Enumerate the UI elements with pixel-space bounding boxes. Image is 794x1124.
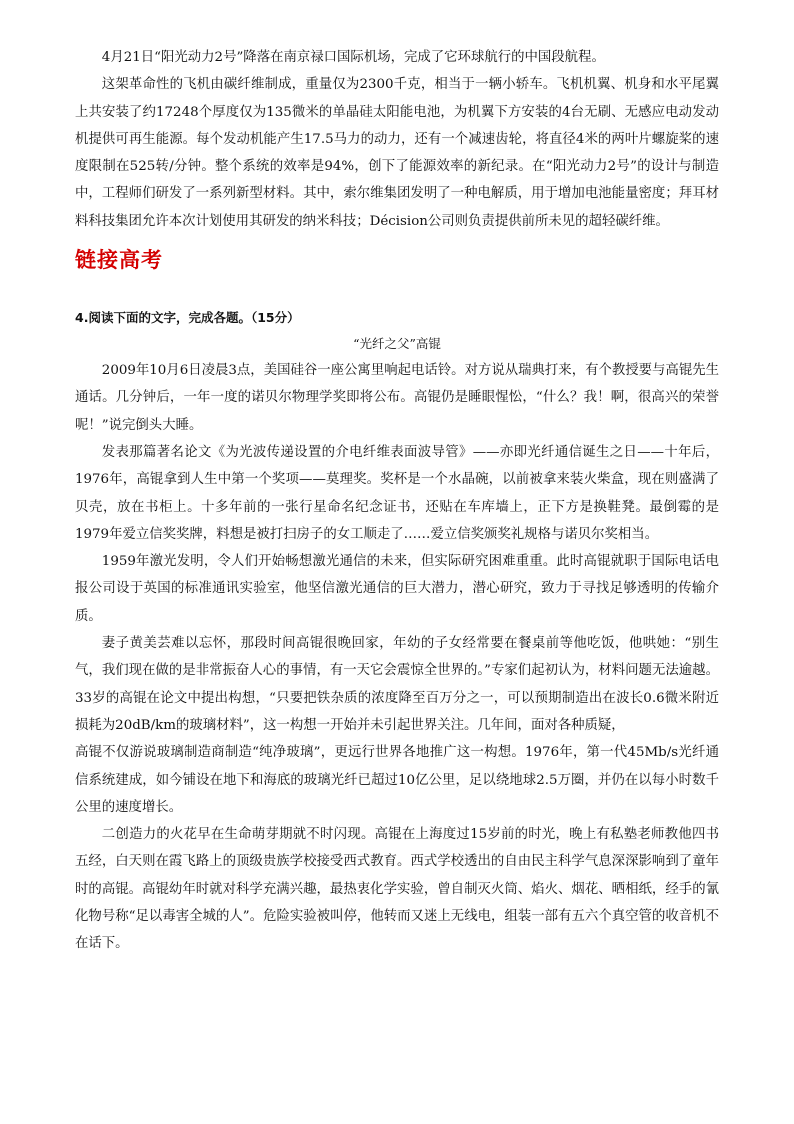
article-paragraph-2: 发表那篇著名论文《为光波传递设置的介电纤维表面波导管》——亦即光纤通信诞生之日——十年后，1976年，高锟拿到人生中第一个奖项——莫理奖。奖杯是一个水晶碗，以前被拿来装火柴盒，现在则盛满了贝壳，放在书柜上。十多年前的一张行星命名纪念证书，还贴在车库墙上，正下方是换鞋凳。最倒霉的是1979年爱立信奖奖牌，料想是被打扫房子的女工顺走了……爱立信奖颁奖礼规格与诺贝尔奖相当。 [75,444,719,542]
article-paragraph-3: 1959年激光发明，令人们开始畅想激光通信的未来，但实际研究困难重重。此时高锟就职于国际电话电报公司设于英国的标准通讯实验室，他坚信激光通信的巨大潜力，潜心研究，致力于寻找足够透明的传输介质。 [75,554,719,624]
intro-paragraph-1: 4月21日“阳光动力2号”降落在南京禄口国际机场，完成了它环球航行的中国段航程。 [101,50,605,65]
article-title: “光纤之父”高锟 [353,336,441,352]
article-paragraph-1: 2009年10月6日凌晨3点，美国硅谷一座公寓里响起电话铃。对方说从瑞典打来，有个教授要与高锟先生通话。几分钟后，一年一度的诺贝尔物理学奖即将公布。高锟仍是睡眼惺忪，“什么？我！啊，很高兴的荣誉呢！”说完倒头大睡。 [75,363,719,433]
question-label: 4.阅读下面的文字，完成各题。（15分） [75,310,300,326]
document-body [75,44,719,958]
article-paragraph-6: 二创造力的火花早在生命萌芽期就不时闪现。高锟在上海度过15岁前的时光，晚上有私塾老师教他四书五经，白天则在霞飞路上的顶级贵族学校接受西式教育。西式学校透出的自由民主科学气息深深影响到了童年时的高锟。高锟幼年时就对科学充满兴趣，最热衷化学实验，曾自制灭火筒、焰火、烟花、晒相纸，经手的氰化物号称“足以毒害全城的人”。危险实验被叫停，他转而又迷上无线电，组装一部有五六个真空管的收音机不在话下。 [75,827,719,952]
article-paragraph-5: 高锟不仅游说玻璃制造商制造“纯净玻璃”，更远行世界各地推广这一构想。1976年，第一代45Mb/s光纤通信系统建成，如今铺设在地下和海底的玻璃光纤已超过10亿公里，足以绕地球2.5万圈，并仍在以每小时数千公里的速度增长。 [75,745,719,815]
article-paragraph-4: 妻子黄美芸难以忘怀，那段时间高锟很晚回家，年幼的子女经常要在餐桌前等他吃饭，他哄她：“别生气，我们现在做的是非常振奋人心的事情，有一天它会震惊全世界的。”专家们起初认为，材料问题无法逾越。33岁的高锟在论文中提出构想，“只要把铁杂质的浓度降至百万分之一，可以预期制造出在波长0.6微米附近损耗为20dB/km的玻璃材料”，这一构想一开始并未引起世界关注。几年间，面对各种质疑， [75,636,719,733]
section-heading: 链接高考 [75,248,163,273]
intro-paragraph-2: 这架革命性的飞机由碳纤维制成，重量仅为2300千克，相当于一辆小轿车。飞机机翼、机身和水平尾翼上共安装了约17248个厚度仅为135微米的单晶硅太阳能电池，为机翼下方安装的4台无刷、无感应电动发动机提供可再生能源。每个发动机能产生17.5马力的动力，还有一个减速齿轮，将直径4米的两叶片螺旋桨的速度限制在525转/分钟。整个系统的效率是94%，创下了能源效率的新纪录。在“阳光动力2号”的设计与制造中，工程师们研发了一系列新型材料。其中，索尔维集团发明了一种电解质，用于增加电池能量密度；拜耳材料科技集团允许本次计划使用其研发的纳米科技；Décision公司则负责提供前所未见的超轻碳纤维。 [75,77,719,229]
